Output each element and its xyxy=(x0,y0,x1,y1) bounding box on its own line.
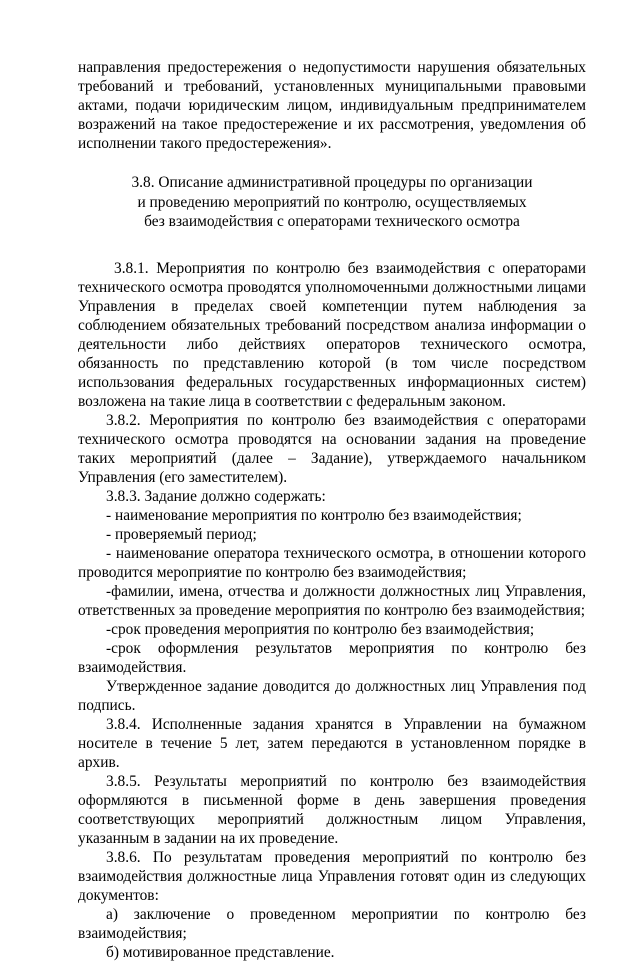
list-item-operator: - наименование оператора технического осмотра, в отношении которого проводится мероприятие по контролю без взаимодействия; xyxy=(78,544,586,581)
heading-line-3: без взаимодействия с операторами технического осмотра xyxy=(144,213,520,230)
document-option-b: б) мотивированное представление. xyxy=(106,943,335,961)
heading-line-1: 3.8. Описание административной процедуры по организации xyxy=(131,174,533,191)
intro-paragraph: направления предостережения о недопустимости нарушения обязательных требований и требований, установленных муниципальными правовыми актами, подачи юридическим лицом, индивидуальным предпринимателем возражений на такое предостережение и их рассмотрения, уведомления об исполнении такого предостережения». xyxy=(78,59,586,152)
paragraph-3-8-6: 3.8.6. По результатам проведения мероприятий по контролю без взаимодействия должностные лица Управления готовят один из следующих документов: xyxy=(78,848,586,904)
approved-task-paragraph: Утвержденное задание доводится до должностных лиц Управления под подпись. xyxy=(78,677,586,714)
paragraph-3-8-5: 3.8.5. Результаты мероприятий по контролю без взаимодействия оформляются в письменной форме в день завершения проведения соответствующих мероприятий должностным лицом Управления, указанным в задании на их проведение. xyxy=(78,772,586,847)
list-item-term: -срок проведения мероприятия по контролю без взаимодействия; xyxy=(106,620,535,638)
paragraph-3-8-4: 3.8.4. Исполненные задания хранятся в Управлении на бумажном носителе в течение 5 лет, затем передаются в установленном порядке в архив. xyxy=(78,715,586,771)
heading-line-2: и проведению мероприятий по контролю, осуществляемых xyxy=(137,193,527,211)
list-item-period: - проверяемый период; xyxy=(106,525,257,543)
list-item-officials: -фамилии, имена, отчества и должности должностных лиц Управления, ответственных за проведение мероприятия по контролю без взаимодействия; xyxy=(78,582,586,619)
list-item-name: - наименование мероприятия по контролю без взаимодействия; xyxy=(106,506,522,524)
paragraph-3-8-2: 3.8.2. Мероприятия по контролю без взаимодействия с операторами технического осмотра проводятся на основании задания на проведение таких мероприятий (далее – Задание), утверждаемого начальником Управления (его заместителем). xyxy=(78,411,586,486)
document-option-a: а) заключение о проведенном мероприятии по контролю без взаимодействия; xyxy=(78,905,586,942)
list-item-results-term: -срок оформления результатов мероприятия по контролю без взаимодействия. xyxy=(78,639,586,676)
paragraph-3-8-1: 3.8.1. Мероприятия по контролю без взаимодействия с операторами технического осмотра проводятся уполномоченными должностными лицами Управления в пределах своей компетенции путем наблюдения за соблюдением обязательных требований посредством анализа информации о деятельности либо действиях операторов технического осмотра, обязанность по представлению которой (в том числе посредством использования федеральных государственных информационных систем) возложена на такие лица в соответствии с федеральным законом. xyxy=(78,259,586,410)
document-page xyxy=(78,58,586,962)
paragraph-3-8-3: 3.8.3. Задание должно содержать: xyxy=(106,487,326,505)
section-heading xyxy=(78,173,586,232)
